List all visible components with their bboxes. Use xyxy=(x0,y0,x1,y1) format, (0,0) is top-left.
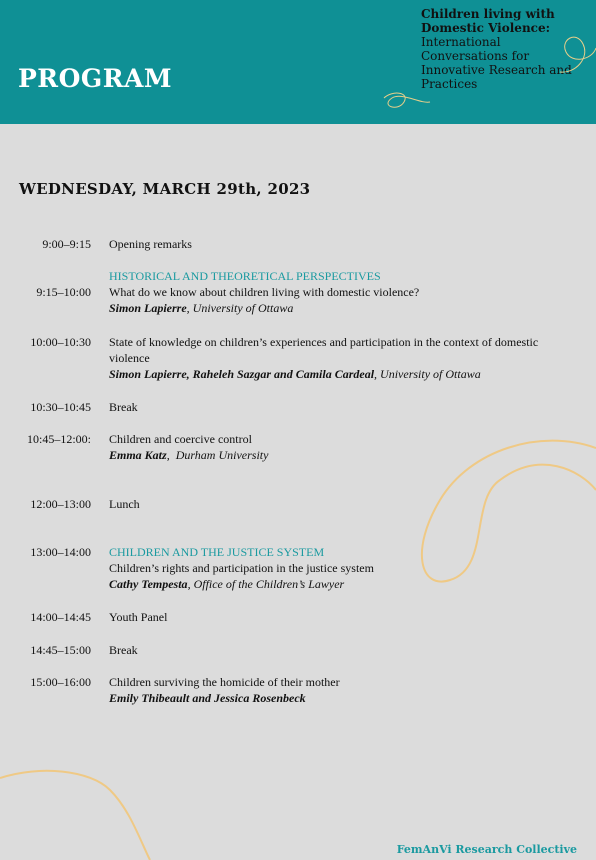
schedule-content xyxy=(109,431,549,463)
speaker-affiliation: Durham University xyxy=(175,448,269,462)
schedule-time: 12:00–13:00 xyxy=(30,497,91,511)
schedule-time: 10:00–10:30 xyxy=(30,335,91,349)
footer-organization: FemAnVi Research Collective xyxy=(396,843,577,856)
speaker-name: Cathy Tempesta xyxy=(109,577,188,591)
schedule-content xyxy=(109,609,549,625)
schedule-title: Lunch xyxy=(109,497,140,511)
conference-title xyxy=(421,7,591,91)
speaker-name: Emma Katz xyxy=(109,448,167,462)
conference-title-line1: Children living with xyxy=(421,7,555,21)
speaker-name: Simon Lapierre, Raheleh Sazgar and Camila Cardeal xyxy=(109,367,375,381)
schedule-time: 13:00–14:00 xyxy=(30,545,91,559)
schedule-title: Youth Panel xyxy=(109,610,168,624)
schedule-title: Children’s rights and participation in the justice system xyxy=(109,561,374,575)
schedule-time: 10:30–10:45 xyxy=(30,400,91,414)
speaker-line: Cathy Tempesta, Office of the Children’s Lawyer xyxy=(109,577,345,591)
schedule-title: Break xyxy=(109,643,138,657)
speaker-line: Simon Lapierre, University of Ottawa xyxy=(109,301,294,315)
schedule-time: 10:45–12:00: xyxy=(26,432,91,446)
schedule-time: 9:00–9:15 xyxy=(42,237,91,251)
speaker-line: Simon Lapierre, Raheleh Sazgar and Camila Cardeal, University of Ottawa xyxy=(109,367,481,381)
schedule-title: Opening remarks xyxy=(109,237,192,251)
program-title: PROGRAM xyxy=(18,64,173,93)
speaker-line: Emma Katz, Durham University xyxy=(109,448,269,462)
schedule-title: Break xyxy=(109,400,138,414)
schedule-time: 9:15–10:00 xyxy=(36,285,91,299)
schedule-content xyxy=(109,544,549,592)
speaker-affiliation: University of Ottawa xyxy=(380,367,481,381)
conference-title-line2: Domestic Violence: xyxy=(421,21,551,35)
speaker-line xyxy=(109,690,549,706)
schedule-time: 15:00–16:00 xyxy=(30,675,91,689)
speaker-name: Emily Thibeault and Jessica Rosenbeck xyxy=(109,691,306,705)
schedule-title: Children and coercive control xyxy=(109,432,252,446)
schedule-content xyxy=(109,674,549,706)
schedule-content xyxy=(109,236,549,252)
speaker-affiliation: University of Ottawa xyxy=(192,301,294,315)
schedule-title: Children surviving the homicide of their mother xyxy=(109,675,340,689)
header-banner xyxy=(0,0,596,124)
schedule-title: What do we know about children living with domestic violence? xyxy=(109,285,420,299)
schedule-content xyxy=(109,496,549,512)
schedule-content xyxy=(109,399,549,415)
schedule-content xyxy=(109,334,549,382)
schedule-content xyxy=(109,642,549,658)
schedule-content xyxy=(109,268,549,316)
schedule-time: 14:45–15:00 xyxy=(30,643,91,657)
section-heading: HISTORICAL AND THEORETICAL PERSPECTIVES xyxy=(109,269,381,283)
day-heading: WEDNESDAY, MARCH 29th, 2023 xyxy=(19,180,311,198)
schedule-time: 14:00–14:45 xyxy=(30,610,91,624)
section-heading: CHILDREN AND THE JUSTICE SYSTEM xyxy=(109,545,325,559)
schedule-title: State of knowledge on children’s experiences and participation in the context of domestic violence xyxy=(109,335,539,365)
conference-subtitle: International Conversations for Innovative Research and Practices xyxy=(421,35,572,91)
speaker-affiliation: Office of the Children’s Lawyer xyxy=(193,577,345,591)
speaker-name: Simon Lapierre xyxy=(109,301,187,315)
